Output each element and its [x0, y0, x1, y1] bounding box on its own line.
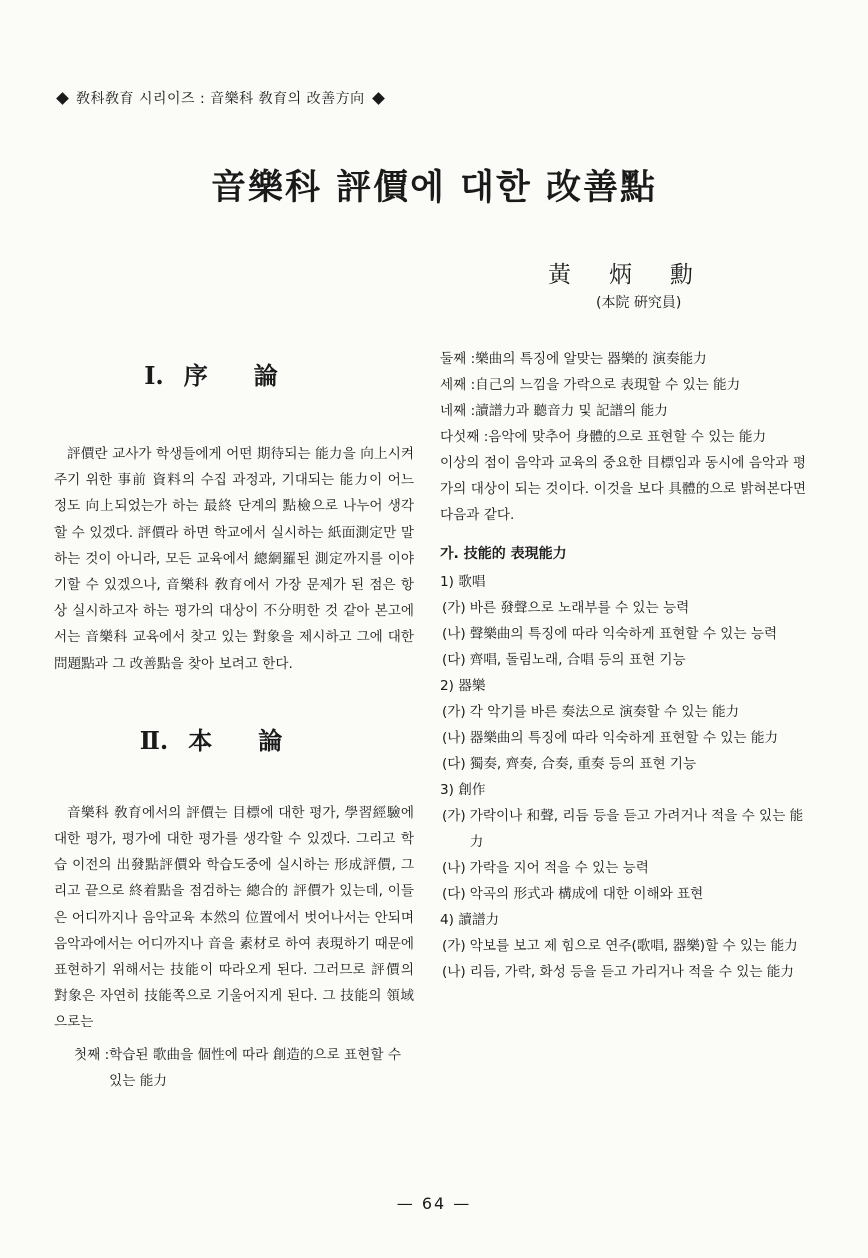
- summary-paragraph: 이상의 점이 음악과 교육의 중요한 目標임과 동시에 음악과 평가의 대상이 되는 것이다. 이것을 보다 具體的으로 밝혀본다면 다음과 같다.: [440, 455, 806, 524]
- skill-item: (다) 獨奏, 齊奏, 合奏, 重奏 등의 표현 기능: [442, 755, 697, 772]
- skill-group-instrumental: [440, 673, 806, 777]
- diamond-bullet-icon: [372, 92, 385, 105]
- skill-item: (가) 악보를 보고 제 힘으로 연주(歌唱, 器樂)할 수 있는 能力: [442, 937, 798, 954]
- introduction-paragraph: 評價란 교사가 학생들에게 어떤 期待되는 能力을 向上시켜주기 위한 事前 資料의 수집 과정과, 기대되는 能力이 어느 정도 向上되었는가 하는 最終 단계의 點檢으로 나누어 생각할 수 있겠다. 評價라 하면 학교에서 실시하는 紙面測定만 말하는 것이 아니라, 모든 교육에서 總網羅된 測定까지를 이야기할 수 있겠으나, 音樂科 敎育에서 가장 문제가 된 점은 항상 실시하고자 하는 평가의 대상이 不分明한 것 같아 본고에서는 音樂科 교육에서 찾고 있는 對象을 제시하고 그에 대한 問題點과 그 改善點을 찾아 보려고 한다.: [54, 446, 414, 672]
- author-affiliation: (本院 硏究員): [596, 295, 682, 311]
- right-column: [440, 340, 806, 985]
- skill-group-title: 3) 創作: [440, 781, 486, 798]
- ability-item: 네째 : 讀譜力과 聽音力 및 記譜의 能力: [440, 403, 668, 419]
- main-paragraph: 音樂科 敎育에서의 評價는 目標에 대한 평가, 學習經驗에 대한 평가, 평가에 대한 평가를 생각할 수 있겠다. 그리고 학습 이전의 出發點評價와 학습도중에 실시하는 形成評價, 그리고 끝으로 終着點을 점검하는 總合的 評價가 있는데, 이들은 어디까지나 음악교육 本然의 位置에서 벗어나서는 안되며 음악과에서는 어디까지나 音을 素材로 하여 表現하기 때문에 표현하기 위해서는 技能이 따라오게 된다. 그러므로 評價의 對象은 자연히 技能쪽으로 기울어지게 된다. 그 技能의 領域으로는: [54, 804, 414, 1031]
- skill-group-sight-reading: [440, 907, 806, 985]
- page-number: — 64 —: [396, 1194, 472, 1213]
- ability-item: 다섯째 : 음악에 맞추어 身體的으로 표현할 수 있는 能力: [440, 429, 767, 445]
- skill-group-title: 4) 讀譜力: [440, 911, 500, 928]
- series-header: [54, 88, 387, 108]
- skill-item: (다) 악곡의 形式과 構成에 대한 이해와 표현: [442, 885, 704, 902]
- section-heading-main: [54, 721, 414, 756]
- section-number: Ⅱ.: [139, 725, 169, 755]
- skill-group-composition: [440, 777, 806, 907]
- skill-item: (다) 齊唱, 돌림노래, 合唱 등의 표현 기능: [442, 651, 686, 668]
- left-column: [54, 340, 414, 1094]
- skill-item: (가) 각 악기를 바른 奏法으로 演奏할 수 있는 能力: [442, 703, 740, 720]
- section-number: Ⅰ.: [144, 361, 164, 390]
- section-title: 本論: [188, 725, 329, 755]
- ability-item: 둘째 : 樂曲의 특징에 알맞는 器樂的 演奏能力: [440, 351, 707, 367]
- skill-group-title: 2) 器樂: [440, 677, 486, 694]
- skill-group-title: 1) 歌唱: [440, 573, 486, 590]
- author-name: 黃炳勳: [548, 262, 731, 288]
- skill-item: (나) 가락을 지어 적을 수 있는 능력: [442, 859, 649, 876]
- skill-item: (나) 器樂曲의 특징에 따라 익숙하게 표현할 수 있는 能力: [442, 729, 779, 746]
- article-title: 音樂科 評價에 대한 改善點: [211, 167, 657, 208]
- skill-item: (가) 바른 發聲으로 노래부를 수 있는 능력: [442, 599, 690, 616]
- diamond-bullet-icon: [56, 92, 69, 105]
- series-title: 敎科敎育 시리이즈 : 音樂科 敎育의 改善方向: [76, 91, 365, 107]
- skill-item: (나) 리듬, 가락, 화성 등을 듣고 가리거나 적을 수 있는 能力: [442, 963, 794, 980]
- section-heading-introduction: [54, 356, 414, 391]
- ability-item: 첫째 : 학습된 歌曲을 個性에 따라 創造的으로 표현할 수 있는 能力: [74, 1046, 401, 1089]
- section-title: 序論: [183, 361, 324, 390]
- subsection-heading: 가. 技能的 表現能力: [440, 545, 567, 562]
- ability-item: 세째 : 自己의 느낌을 가락으로 表現할 수 있는 能力: [440, 377, 741, 393]
- skill-group-singing: [440, 569, 806, 673]
- skill-item: (나) 聲樂曲의 특징에 따라 익숙하게 표현할 수 있는 능력: [442, 625, 778, 642]
- skill-item: (가) 가락이나 和聲, 리듬 등을 듣고 가려거나 적을 수 있는 能力: [442, 807, 804, 850]
